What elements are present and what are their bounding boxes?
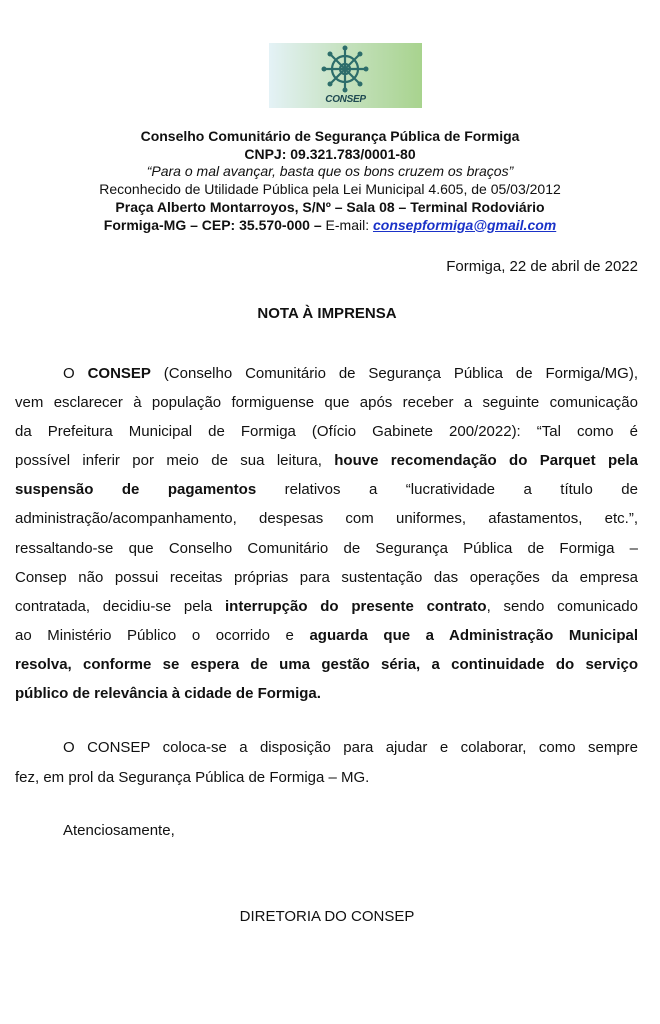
org-name: Conselho Comunitário de Segurança Pública de Formiga	[140, 128, 520, 144]
city-cep: Formiga-MG – CEP: 35.570-000 –	[103, 216, 322, 233]
body-line: fez, em prol da Segurança Pública de Formiga – MG.	[15, 768, 370, 786]
email-label: E-mail:	[321, 216, 373, 233]
closing: Atenciosamente,	[63, 822, 175, 839]
body-line: possível inferir por meio de sua leitura, houve recomendação do Parquet pela	[15, 452, 638, 470]
body-line: Consep não possui receitas próprias para sustentação das operações da empresa	[15, 568, 638, 586]
motto: “Para o mal avançar, basta que os bons cruzem os braços”	[146, 163, 514, 180]
address: Praça Alberto Montarroyos, S/Nº – Sala 08 – Terminal Rodoviário	[115, 198, 545, 215]
letterhead	[0, 128, 660, 234]
ships-wheel-icon	[319, 45, 371, 95]
cnpj: CNPJ: 09.321.783/0001-80	[244, 145, 416, 162]
signature: DIRETORIA DO CONSEP	[239, 908, 415, 925]
body-line: ressaltando-se que Conselho Comunitário de Segurança Pública de Formiga –	[15, 539, 638, 557]
body-line: da Prefeitura Municipal de Formiga (Ofício Gabinete 200/2022): “Tal como é	[15, 423, 638, 441]
second-paragraph	[15, 733, 638, 792]
email-link[interactable]: consepformiga@gmail.com	[372, 216, 557, 233]
body-line: O CONSEP coloca-se a disposição para ajudar e colaborar, como sempre	[63, 739, 638, 756]
body-line: contratada, decidiu-se pela interrupção do presente contrato, sendo comunicado	[15, 597, 638, 615]
body-line: ao Ministério Público o ocorrido e aguarda que a Administração Municipal	[15, 626, 638, 644]
body-line: administração/acompanhamento, despesas com uniformes, afastamentos, etc.”,	[15, 510, 638, 528]
body-line: O CONSEP (Conselho Comunitário de Segurança Pública de Formiga/MG),	[63, 365, 638, 382]
body-line: público de relevância à cidade de Formiga.	[15, 685, 321, 703]
document-title: NOTA À IMPRENSA	[257, 305, 397, 322]
body-line: suspensão de pagamentos relativos a “lucratividade a título de	[15, 481, 638, 499]
consep-logo	[269, 43, 422, 108]
contact-line	[0, 217, 660, 235]
main-paragraph	[15, 359, 638, 708]
logo-wordmark: CONSEP	[325, 94, 366, 105]
letter-date: Formiga, 22 de abril de 2022	[446, 258, 638, 275]
body-line: resolva, conforme se espera de uma gestão séria, a continuidade do serviço	[15, 655, 638, 673]
body-line: vem esclarecer à população formiguense que após receber a seguinte comunicação	[15, 394, 638, 412]
public-utility-note: Reconhecido de Utilidade Pública pela Lei Municipal 4.605, de 05/03/2012	[99, 181, 561, 198]
